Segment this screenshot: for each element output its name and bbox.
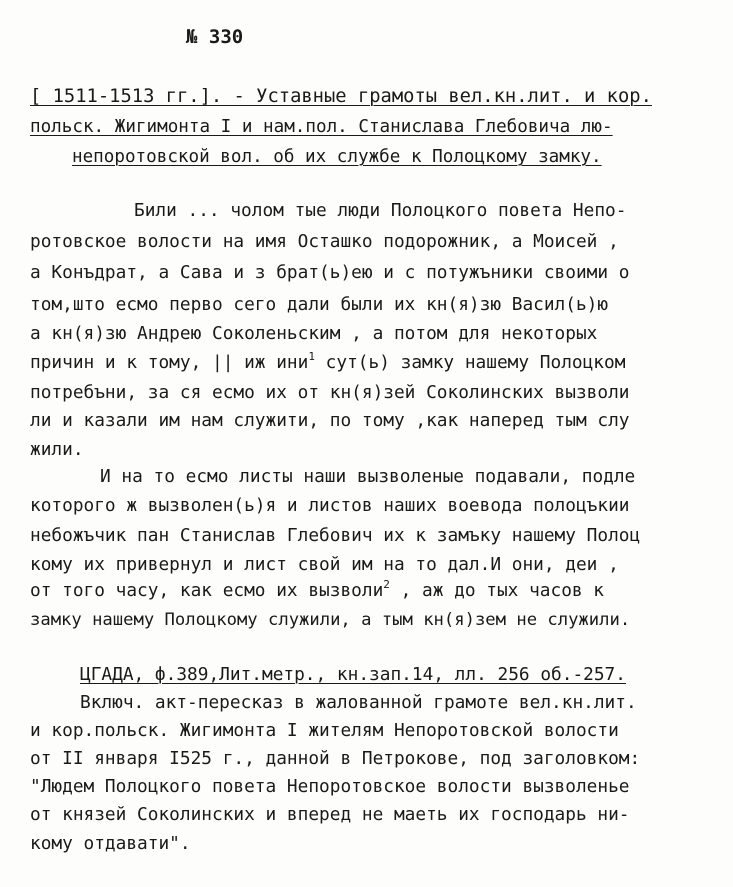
- document-number: № 330: [186, 26, 244, 48]
- body-line-7: потребъни, за ся есмо их от кн(я)зей Соколинских вызволи: [30, 382, 630, 403]
- source-line-7: кому отдавати".: [30, 833, 191, 854]
- body-line-9: жили.: [30, 439, 84, 460]
- source-line-3: и кор.польск. Жигимонта I жителям Непоротовской волости: [30, 720, 619, 741]
- title-line-1: [ 1511-1513 гг.]. - Уставные грамоты вел.кн.лит. и кор.: [30, 86, 652, 107]
- body-line-15: замку нашему Полоцкому служили, а тым кн(я)зем не служили.: [30, 610, 631, 630]
- source-citation: ЦГАДА, ф.389,Лит.метр., кн.зап.14, лл. 256 об.-257.: [80, 664, 626, 685]
- footnote-mark-2: 2: [383, 578, 390, 591]
- body-line-5: а кн(я)зю Андрею Соколеньским , а потом для некоторых: [30, 323, 598, 344]
- body-line-14-text: от того часу, как есмо их вызволи: [30, 580, 384, 601]
- source-line-6: от князей Соколинских и вперед не маеть их господарь ни-: [30, 804, 630, 825]
- source-line-4: от II января I525 г., данной в Петрокове, под заголовком:: [30, 748, 641, 769]
- body-line-4: том,што есмо перво сего дали были их кн(я)зю Васил(ь)ю: [30, 294, 609, 315]
- body-line-12: небожъчик пан Станислав Глебович их к замъку нашему Полоц: [30, 525, 641, 546]
- body-line-3: а Конъдрат, а Сава и з брат(ь)ею и с потужъники своими о: [30, 262, 630, 283]
- footnote-mark-1: 1: [308, 350, 315, 363]
- body-line-13: кому их привернул и лист свой им на то дал.И они, деи ,: [30, 554, 619, 575]
- source-line-5: "Людем Полоцкого повета Непоротовское волости вызволенье: [30, 776, 630, 797]
- body-line-14: [30, 580, 604, 602]
- title-line-3: непоротовской вол. об их службе к Полоцкому замку.: [72, 147, 602, 167]
- body-line-11: которого ж вызволен(ь)я и листов наших воевода полоцъкии: [30, 495, 630, 516]
- source-line-2: Включ. акт-пересказ в жалованной грамоте вел.кн.лит.: [80, 692, 637, 713]
- body-line-6-text: причин и к тому, || иж ини: [30, 352, 309, 373]
- body-line-1: Били ... чолом тые люди Полоцкого повета Непо-: [134, 200, 627, 221]
- title-line-2: польск. Жигимонта I и нам.пол. Станислава Глебовича лю-: [30, 117, 613, 137]
- body-line-2: ротовское волости на имя Осташко подорожник, а Моисей ,: [30, 231, 619, 252]
- body-line-8: ли и казали им нам служити, по тому ,как наперед тым слу: [30, 410, 630, 431]
- body-line-10: И на то есмо листы наши вызволеные подавали, подле: [100, 466, 636, 487]
- body-line-6: [30, 352, 625, 374]
- body-line-14-cont: , аж до тых часов к: [389, 580, 605, 601]
- body-line-6-cont: сут(ь) замку нашему Полоцком: [314, 352, 626, 373]
